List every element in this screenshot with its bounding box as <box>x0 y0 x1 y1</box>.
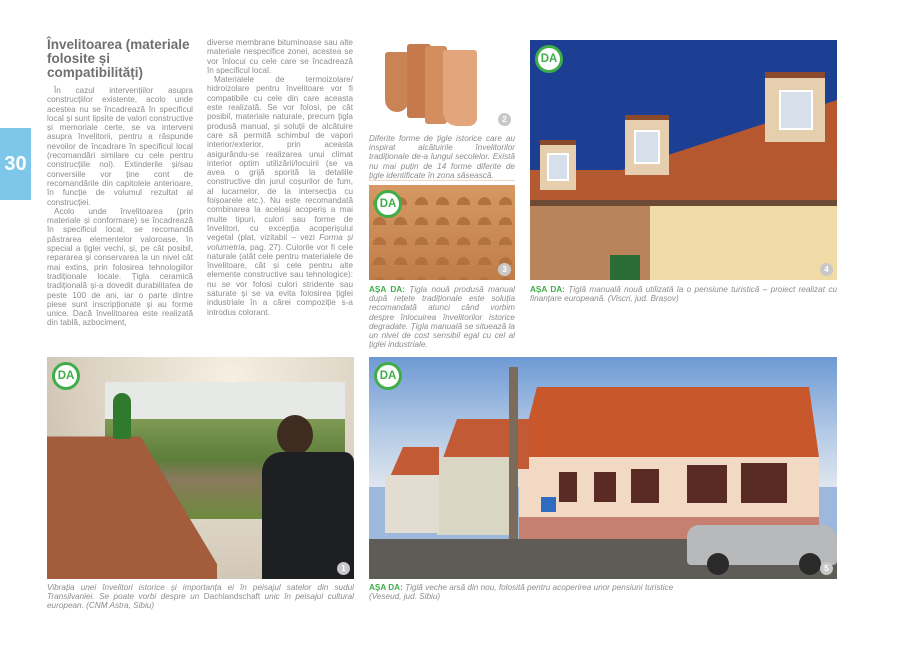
paragraph-text: , pag. 27). Culorile vor fi cele naturale (atât cele pentru materialele de învelitoare, cât și cele pentru alte elemente constructive sau tehnologice): nu se vor folosi culori stridente sau saturate și se va evita folosirea țiglei industriale în a cărei compoziție s-a introdus colorant. <box>207 242 353 317</box>
green-window <box>610 255 640 280</box>
page-number-tab <box>0 128 31 200</box>
figure-number-badge: 4 <box>820 263 833 276</box>
caption-lead: AȘA DA: <box>369 285 405 294</box>
dormer-window <box>779 90 813 130</box>
figure-number-badge: 3 <box>498 263 511 276</box>
dormer <box>765 72 825 142</box>
mural-sky <box>105 382 345 422</box>
section-title: Învelitoarea (materiale folosite și compatibilități) <box>47 37 190 80</box>
shutter-window <box>594 472 616 502</box>
figure-number-badge: 2 <box>498 113 511 126</box>
figure-caption-1 <box>47 583 354 611</box>
page-number: 30 <box>4 152 27 175</box>
far-facade <box>385 475 439 533</box>
dormer-window <box>547 153 569 181</box>
cross-reference-link[interactable]: Forma și volumetria <box>207 233 354 252</box>
approved-badge: DA <box>52 362 80 390</box>
left-facade <box>437 457 509 535</box>
figure-caption-5 <box>369 583 699 601</box>
body-column-2 <box>207 38 353 317</box>
paragraph-text: Materialele de termoizolare/ hidroizolare pentru învelitoare vor fi compatibile cu cele din care aceasta este realizată. Se vor folosi, pe cât posibil, materiale naturale, precum țigla produsă manual, și soluții de alcătuire care să permită schimbul de vapori interior/exterior, prin aceasta asigurându-se realizarea unui climat interior optim utilizării/locuirii (se va avea o grijă sporită la detaliile constructive din jurul coșurilor de fum, al lucarnelor, de la intersecția cu foișoarele etc.). Nu este recomandată combinarea la același acoperiș a mai multe tipuri, culori sau forme de învelitori, cu excepția acoperișului vegetal (plat, vizitabil – vezi <box>207 75 353 243</box>
body-column-1 <box>47 86 193 328</box>
person-head <box>277 415 313 455</box>
caption-lead: AȘA DA: <box>530 285 565 294</box>
person-body <box>262 452 354 579</box>
dormer <box>540 140 576 190</box>
photo-handmade-tiles <box>369 185 515 280</box>
tile-shape <box>385 52 409 112</box>
figure-caption-2: Diferite forme de țigle istorice care au inspirat alcătuirile învelitorilor tradiționale de-a lungul secolelor. Există nu mai puțin de 14 forme diferite de țigle identificate în zona săsească. <box>369 134 515 180</box>
paragraph <box>207 75 353 317</box>
shutter-window <box>631 469 659 503</box>
caption-text: Vibrația unei învelitori istorice și importanța ei în peisajul satelor din sudul Transilvaniei. Se poate vorbi despre un <box>47 583 354 602</box>
photo-museum-roof <box>47 357 354 579</box>
paragraph: Acolo unde învelitoarea (prin materiale și conformare) se încadrează în specificul local, se recomandă păstrarea elementelor valoroase, în special a țiglei vechi, și, pe cât posibil, repararea și conservarea la un nivel cât mai extins, prin folosirea tehnologiilor tradiționale locale. Țigla ceramică tradițională și-a dovedit durabilitatea de peste 100 de ani, iar o parte dintre piese sunt inscripționate și au forme unice. Dacă învelitoarea este realizată din tablă, azbociment, <box>47 206 193 328</box>
crosswalk-sign <box>541 497 556 512</box>
figure-number-badge: 1 <box>337 562 350 575</box>
approved-badge: DA <box>374 362 402 390</box>
paragraph: În cazul intervențiilor asupra construcțiilor existente, acolo unde acestea nu se încadrează în specificul local și sunt lipsite de valori constructive și memoriale certe, se va interveni asupra învelitorii, pentru a răspunde nevoilor de încadrare în specificul local (recomandări similare cu cele pentru construcțiile noi). Extinderile și/sau conversiile vor ține cont de recomandările din capitolele anterioare, în funcție de volumul rezultat al construcției. <box>47 86 193 207</box>
tile-shape <box>443 50 477 126</box>
car-wheel <box>707 553 729 575</box>
utility-pole <box>509 367 518 552</box>
figure-caption-3 <box>369 285 515 349</box>
caption-text: unic în peisajul cultural european. (CNM Astra, Sibiu) <box>47 592 354 611</box>
caption-text: Țigla nouă produsă manual după rețete tradiționale este soluția recomandată atunci când vorbim despre înlocuirea învelitorilor istorice degradate. Țigla manuală se situează la un nivel de cost sensibil egal cu cel al țiglei industriale. <box>369 285 515 350</box>
caption-lead: AȘA DA: <box>369 583 403 592</box>
approved-badge: DA <box>535 45 563 73</box>
shutter-window <box>559 472 577 502</box>
photo-veseud-street <box>369 357 837 579</box>
main-roof <box>519 387 819 457</box>
shutter-window <box>741 463 787 503</box>
car-wheel <box>799 553 821 575</box>
figure-number-badge: 5 <box>820 562 833 575</box>
shutter-window <box>687 465 727 503</box>
divider <box>369 180 515 181</box>
caption-term: Dachlandschaft <box>203 592 261 602</box>
photo-viscri-guesthouse <box>530 40 837 280</box>
green-finial <box>113 393 131 439</box>
paragraph: diverse membrane bituminoase sau alte materiale nespecifice zonei, acestea se vor înlocui cu cele care se încadrează în specificul local. <box>207 38 353 75</box>
dormer-window <box>634 130 660 164</box>
caption-text: Țiglă manuală nouă utilizată la o pensiune turistică – proiect realizat cu finanțare europeană. (Viscri, jud. Brașov) <box>530 285 837 304</box>
figure-caption-4 <box>530 285 837 303</box>
caption-text: Țiglă veche arsă din nou, folosită pentru acoperirea unor pensiuni turistice (Veseud, jud. Sibiu) <box>369 583 674 602</box>
approved-badge: DA <box>374 190 402 218</box>
dormer <box>625 115 669 175</box>
photo-historic-tiles <box>369 38 515 130</box>
